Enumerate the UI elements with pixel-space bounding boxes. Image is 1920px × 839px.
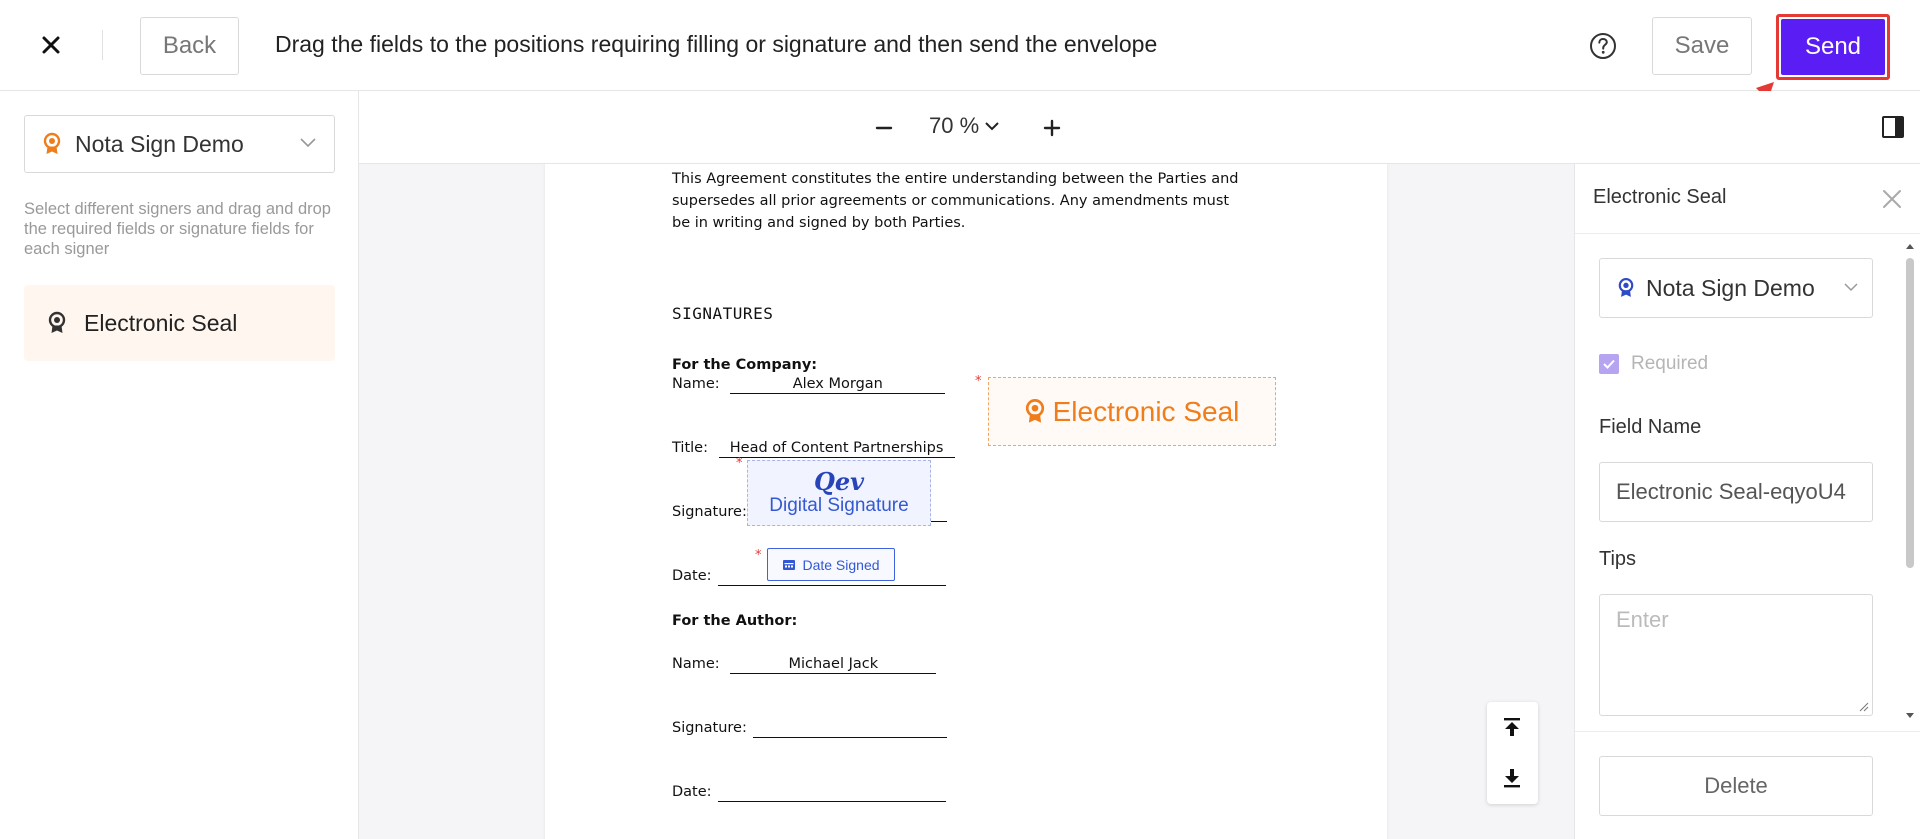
company-title-value: Head of Content Partnerships [719, 440, 955, 458]
company-heading: For the Company: [672, 357, 818, 373]
seal-badge-icon [43, 132, 61, 156]
signature-label: Signature: [672, 720, 747, 736]
panel-title: Electronic Seal [1593, 186, 1727, 208]
calendar-icon [782, 558, 796, 571]
signatures-heading: SIGNATURES [672, 304, 774, 323]
scroll-down-arrow-icon[interactable] [1905, 712, 1915, 720]
required-label: Required [1631, 353, 1709, 374]
zoom-out-icon[interactable] [869, 113, 899, 143]
seal-field-label: Electronic Seal [1052, 395, 1240, 427]
author-name-row [672, 656, 936, 674]
header-divider [102, 30, 103, 60]
signature-line [753, 720, 947, 738]
zoom-in-icon[interactable] [1037, 113, 1067, 143]
scroll-to-top-icon[interactable] [1500, 715, 1524, 739]
scroll-up-arrow-icon[interactable] [1905, 242, 1915, 250]
field-name-label: Field Name [1599, 416, 1702, 438]
field-item-label: Electronic Seal [84, 309, 238, 336]
title-label: Title: [672, 440, 708, 456]
signature-scribble: Qev [813, 467, 865, 496]
agreement-paragraph: This Agreement constitutes the entire understanding between the Parties and supersedes all prior agreements or communications. Any amendments must be in writing and signed by both Parties. [672, 171, 1239, 231]
seal-badge-icon [1618, 277, 1634, 299]
name-label: Name: [672, 656, 720, 672]
seal-badge-icon [48, 311, 66, 335]
name-label: Name: [672, 376, 720, 392]
send-button[interactable]: Send [1781, 19, 1885, 75]
digital-signature-field[interactable] [747, 460, 931, 526]
checkmark-icon [1599, 354, 1619, 374]
panel-scrollbar[interactable] [1903, 242, 1917, 722]
close-icon[interactable] [34, 28, 68, 62]
date-label: Date: [672, 784, 712, 800]
date-signed-label: Date Signed [802, 556, 880, 573]
panel-toggle-icon[interactable] [1879, 113, 1907, 141]
date-signed-field[interactable] [767, 548, 895, 581]
required-marker: * [755, 548, 762, 563]
help-icon[interactable] [1588, 31, 1618, 61]
panel-footer-divider [1575, 731, 1920, 732]
electronic-seal-field[interactable] [988, 377, 1276, 446]
zoom-select[interactable] [929, 113, 999, 139]
field-properties-panel [1574, 164, 1920, 839]
document-page [545, 164, 1387, 839]
signer-name: Nota Sign Demo [75, 130, 244, 157]
digital-signature-label: Digital Signature [769, 495, 909, 516]
signer-hint: Select different signers and drag and drop the required fields or signature fields for each signer [24, 200, 331, 258]
required-marker: * [736, 456, 743, 471]
resize-grip-icon[interactable] [1857, 700, 1869, 712]
company-title-row [672, 440, 955, 458]
page-scroll-controls [1487, 702, 1538, 804]
zoom-value: 70 % [929, 113, 980, 138]
page-instruction: Drag the fields to the positions requiring filling or signature and then send the envelope [275, 31, 1158, 57]
delete-button[interactable]: Delete [1599, 756, 1873, 816]
signature-label: Signature: [672, 504, 747, 520]
panel-divider [1575, 233, 1920, 234]
field-name-input[interactable]: Electronic Seal-eqyoU4 [1599, 462, 1873, 522]
date-label: Date: [672, 568, 712, 584]
document-viewer[interactable] [359, 164, 1574, 839]
top-header [0, 0, 1920, 91]
panel-signer-select[interactable] [1599, 258, 1873, 318]
scrollbar-thumb[interactable] [1906, 258, 1914, 568]
document-toolbar [359, 91, 1920, 164]
scroll-to-bottom-icon[interactable] [1500, 766, 1524, 790]
author-date-row [672, 784, 946, 802]
author-signature-row [672, 720, 947, 738]
required-marker: * [975, 374, 982, 389]
chevron-down-icon [1844, 283, 1858, 292]
company-name-value: Alex Morgan [730, 376, 945, 394]
chevron-down-icon [300, 138, 316, 148]
company-name-row [672, 376, 945, 394]
panel-signer-name: Nota Sign Demo [1646, 274, 1815, 301]
send-button-highlight [1776, 14, 1890, 80]
date-line [718, 784, 946, 802]
required-checkbox[interactable] [1599, 353, 1708, 375]
tips-textarea[interactable] [1599, 594, 1873, 716]
tips-placeholder: Enter [1616, 607, 1669, 632]
back-button[interactable]: Back [140, 17, 239, 75]
save-button[interactable]: Save [1652, 17, 1752, 75]
left-sidebar [0, 91, 359, 839]
close-icon[interactable] [1881, 188, 1903, 210]
chevron-down-icon [985, 121, 999, 131]
author-heading: For the Author: [672, 613, 798, 629]
author-name-value: Michael Jack [730, 656, 936, 674]
tips-label: Tips [1599, 548, 1637, 570]
signer-select[interactable] [24, 115, 335, 173]
field-item-electronic-seal[interactable] [24, 285, 335, 361]
seal-badge-icon [1025, 398, 1045, 425]
